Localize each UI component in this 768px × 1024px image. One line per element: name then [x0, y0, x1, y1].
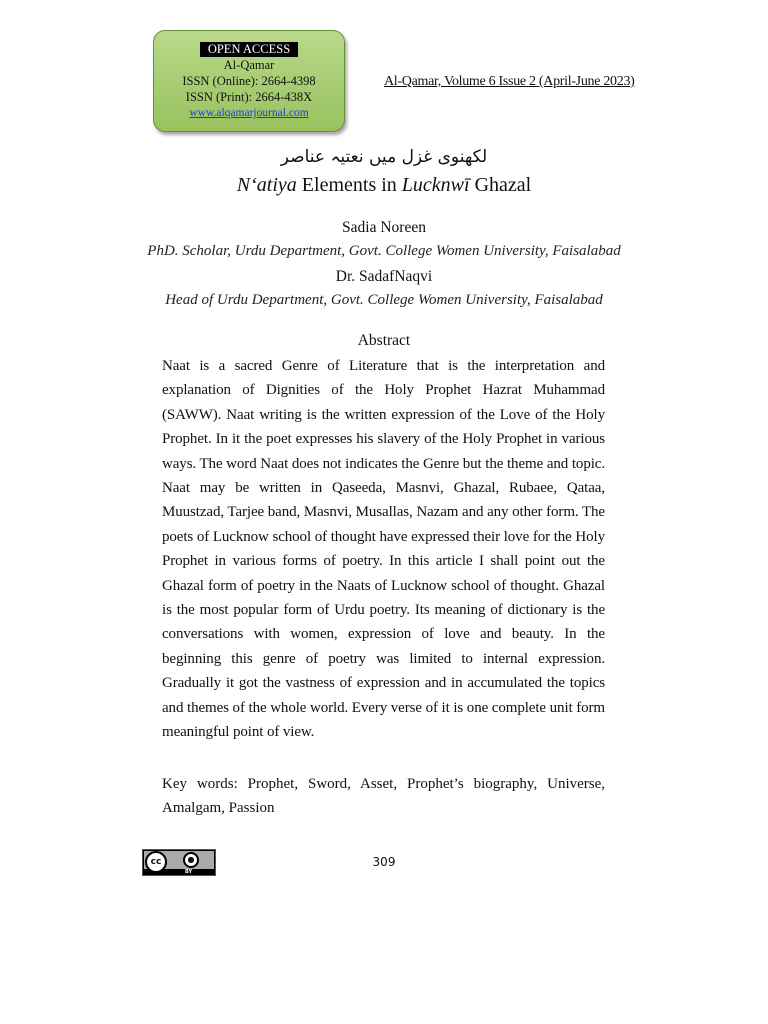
journal-name: Al-Qamar [223, 58, 275, 72]
running-head: Al-Qamar, Volume 6 Issue 2 (April-June 2023) [384, 74, 635, 89]
author-name-1: Sadia Noreen [342, 219, 426, 236]
issn-print: ISSN (Print): 2664-438X [185, 90, 313, 104]
keywords-label: Key words: [162, 776, 238, 792]
author-name-2: Dr. SadafNaqvi [335, 268, 433, 285]
author-affiliation-2: Head of Urdu Department, Govt. College Women University, Faisalabad [165, 292, 603, 308]
title-part-natiya: N‘atiya [236, 174, 297, 196]
title-part-lucknwi: Lucknwī [401, 174, 470, 196]
open-access-box [153, 30, 345, 132]
by-label: BY [185, 869, 193, 875]
issn-online: ISSN (Online): 2664-4398 [182, 74, 316, 88]
title-part-ghazal: Ghazal [469, 174, 532, 196]
title-part-elements: Elements in [296, 174, 402, 196]
open-access-tag: OPEN ACCESS [200, 42, 298, 57]
keywords-text: Prophet, Sword, Asset, Prophet’s biography, Universe, Amalgam, Passion [162, 776, 606, 817]
article-title [0, 174, 768, 197]
cc-icon: cc [145, 851, 167, 873]
page-number: 309 [372, 855, 396, 869]
author-affiliation-1: PhD. Scholar, Urdu Department, Govt. College Women University, Faisalabad [147, 243, 621, 259]
urdu-title: لکھنوی غزل میں نعتیہ عناصر [280, 147, 488, 167]
abstract-heading: Abstract [357, 332, 411, 349]
journal-website-link[interactable]: www.alqamarjournal.com [189, 107, 309, 119]
abstract-text: Naat is a sacred Genre of Literature that is the interpretation and explanation of Dignities of the Holy Prophet Hazrat Muhammad (SAWW). Naat writing is the written expression of the Love of the Holy Prophet. In it the poet expresses his slavery of the Holy Prophet in various ways. The word Naat does not indicates the Genre but the theme and topic. Naat may be written in Qaseeda, Masnvi, Ghazal, Rubaee, Qataa, Muustzad, Tarjee band, Masnvi, Musallas, Nazam and any other form. The poets of Lucknow school of thought have expressed their love for the Holy Prophet in various forms of poetry. In this article I shall point out the Ghazal form of poetry in the Naats of Lucknow school of thought. Ghazal is the most popular form of Urdu poetry. Its meaning of dictionary is the conversations with women, expression of love and beauty. In the beginning this genre of poetry was limited to internal expression. Gradually it got the vastness of expression and in accumulated the topics and themes of the whole world. Every verse of it is one complete unit form meaningful point of view. [162, 358, 605, 741]
keywords [162, 772, 605, 821]
attribution-person-icon: ● [183, 852, 199, 868]
